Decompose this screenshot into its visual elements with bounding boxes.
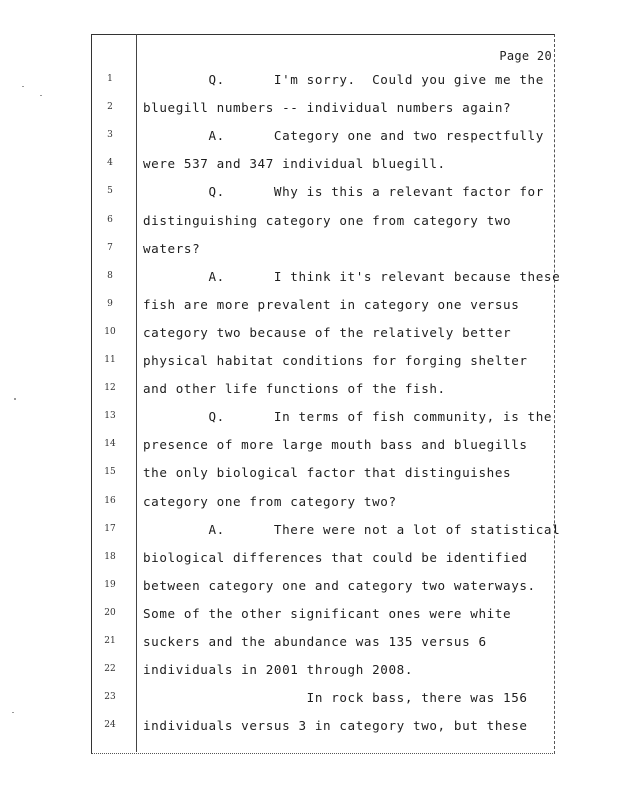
line-number: 19 [104,580,116,590]
transcript-line: between category one and category two waterways. [143,578,536,593]
transcript-line: Q. Why is this a relevant factor for [143,184,544,199]
line-number: 14 [104,439,116,449]
line-number: 7 [107,243,113,253]
transcript-line: A. I think it's relevant because these [143,269,561,284]
transcript-line: In rock bass, there was 156 [143,690,528,705]
line-number: 6 [107,215,113,225]
scan-mark [14,398,16,400]
scan-mark [40,95,42,96]
line-number: 18 [104,552,116,562]
line-number: 5 [107,186,113,196]
scan-mark [22,86,24,87]
line-number: 1 [107,74,113,84]
line-number: 22 [104,664,116,674]
transcript-line: distinguishing category one from category two [143,213,512,228]
scan-mark [12,712,14,713]
line-number: 10 [104,327,116,337]
line-number: 4 [107,158,113,168]
transcript-line: were 537 and 347 individual bluegill. [143,156,446,171]
line-number: 17 [104,524,116,534]
transcript-line: Q. I'm sorry. Could you give me the [143,72,544,87]
line-number: 21 [104,636,116,646]
line-number-gutter-divider [136,34,137,752]
transcript-line: suckers and the abundance was 135 versus 6 [143,634,487,649]
line-number: 23 [104,692,116,702]
transcript-line: and other life functions of the fish. [143,381,446,396]
line-number: 15 [104,467,116,477]
transcript-line: waters? [143,241,201,256]
line-number: 24 [104,720,116,730]
line-number: 12 [104,383,116,393]
transcript-line: A. There were not a lot of statistical [143,522,561,537]
transcript-line: Q. In terms of fish community, is the [143,409,553,424]
line-number: 16 [104,496,116,506]
line-number: 9 [107,299,113,309]
line-number: 11 [104,355,116,365]
transcript-line: individuals versus 3 in category two, but these [143,718,528,733]
transcript-line: category one from category two? [143,494,397,509]
transcript-line: individuals in 2001 through 2008. [143,662,414,677]
transcript-line: Some of the other significant ones were white [143,606,512,621]
line-number: 8 [107,271,113,281]
transcript-line: fish are more prevalent in category one versus [143,297,520,312]
transcript-line: bluegill numbers -- individual numbers again? [143,100,512,115]
line-number: 20 [104,608,116,618]
transcript-line: the only biological factor that distinguishes [143,465,512,480]
line-number: 2 [107,102,113,112]
transcript-line: category two because of the relatively better [143,325,512,340]
page-number: Page 20 [499,49,552,63]
line-number: 13 [104,411,116,421]
transcript-line: biological differences that could be identified [143,550,528,565]
transcript-line: physical habitat conditions for forging shelter [143,353,528,368]
transcript-line: A. Category one and two respectfully [143,128,544,143]
transcript-line: presence of more large mouth bass and bluegills [143,437,528,452]
line-number: 3 [107,130,113,140]
